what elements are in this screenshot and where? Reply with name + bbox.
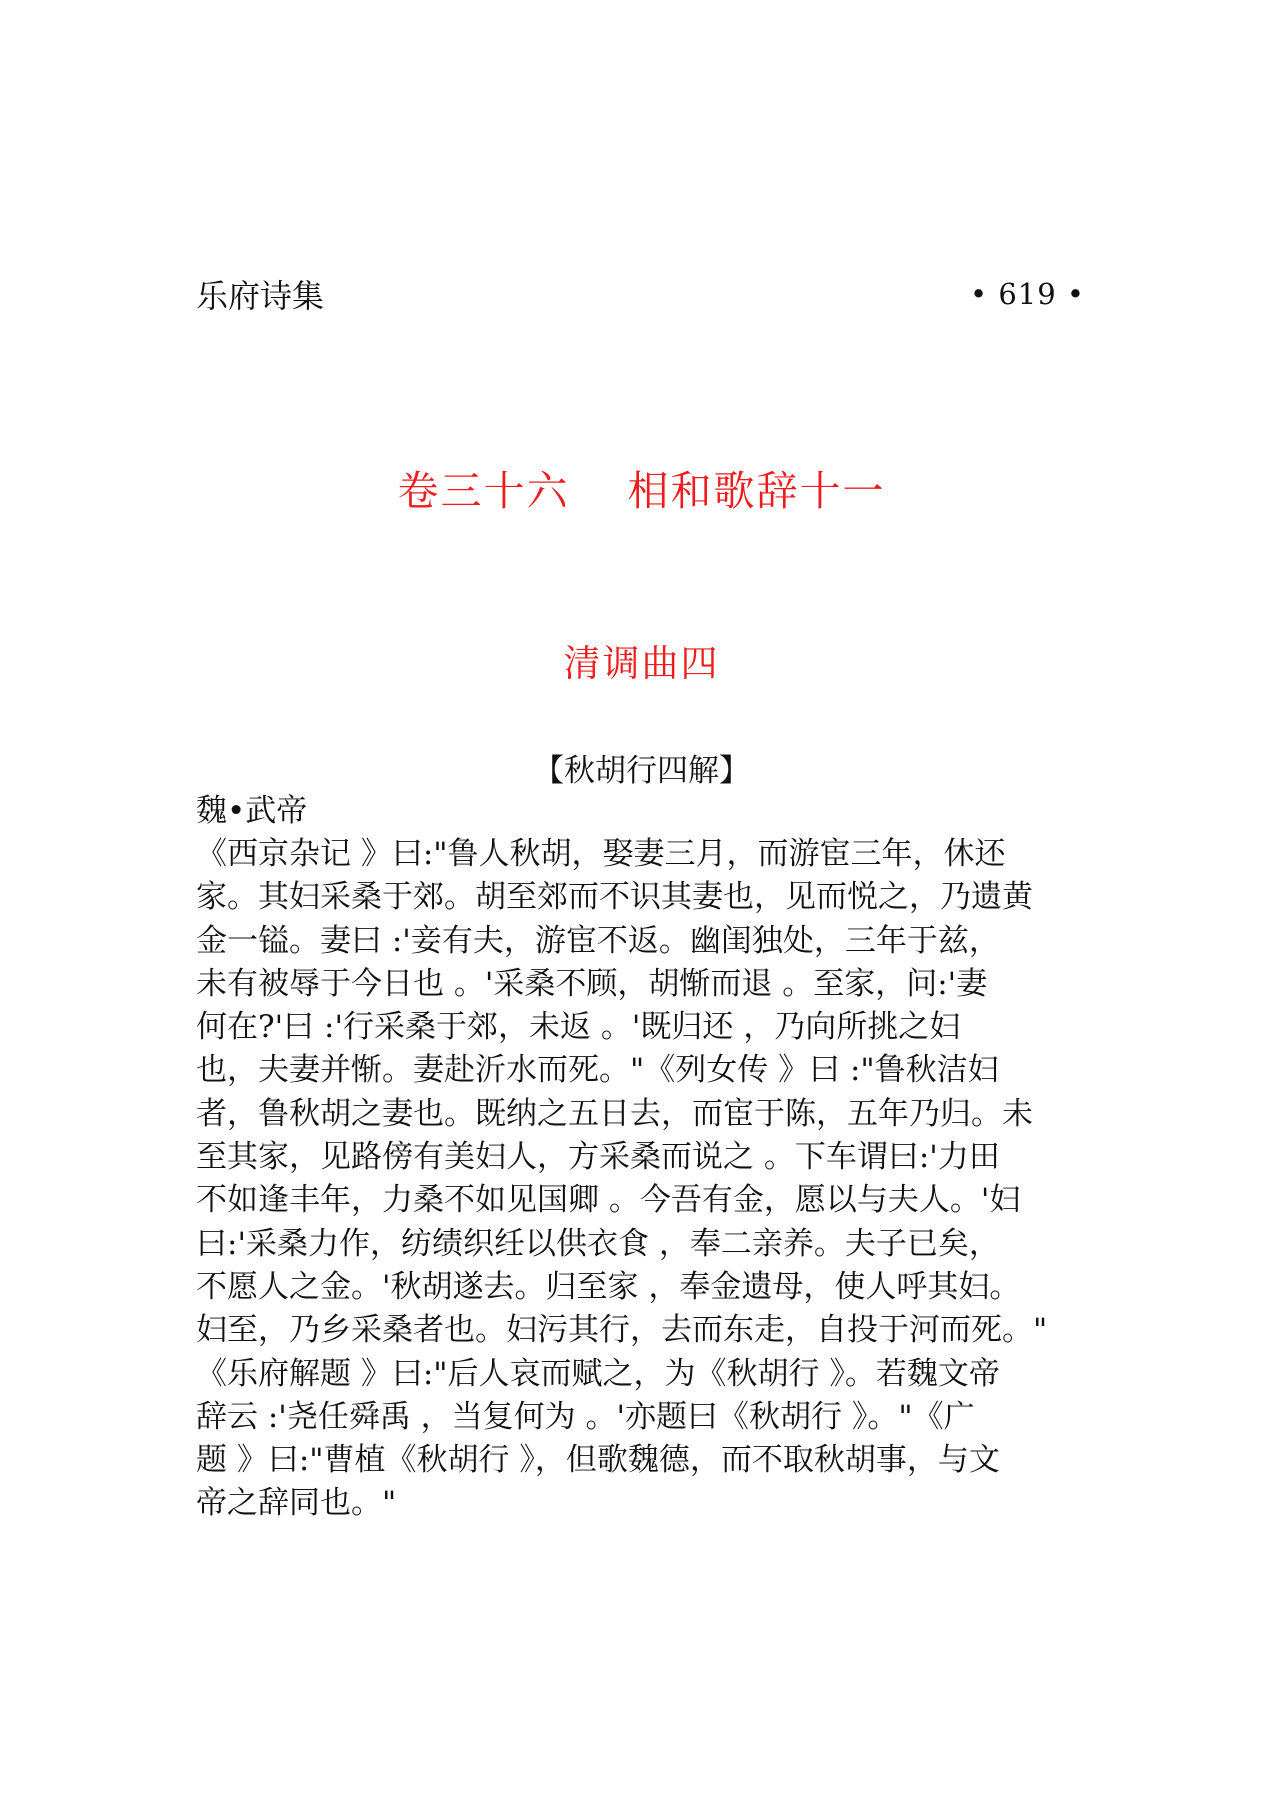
- body-line: 也，夫妻并惭。妻赴沂水而死。"《列女传 》曰 :"鲁秋洁妇: [196, 1052, 999, 1089]
- body-line: 帝之辞同也。": [196, 1485, 397, 1522]
- body-content: [196, 790, 1096, 1526]
- body-line: 家。其妇采桑于郊。胡至郊而不识其妻也，见而悦之，乃遗黄: [196, 879, 1033, 916]
- poem-title: 【秋胡行四解】: [533, 753, 750, 789]
- page-number: • 619 •: [970, 277, 1085, 311]
- body-line: 曰:'采桑力作，纺绩织纴以供衣食 ，奉二亲养。夫子已矣，: [196, 1225, 1000, 1262]
- body-line: 《西京杂记 》曰:"鲁人秋胡，娶妻三月，而游宦三年，休还: [196, 836, 1006, 872]
- body-line: 至其家，见路傍有美妇人，方采桑而说之 。下车谓曰:'力田: [196, 1139, 1000, 1176]
- body-line: 妇至，乃乡采桑者也。妇污其行，去而东走，自投于河而死。": [196, 1312, 1048, 1349]
- body-line: 《乐府解题 》曰:"后人哀而赋之，为《秋胡行 》。若魏文帝: [196, 1355, 1000, 1392]
- chapter-title: 卷三十六 相和歌辞十一: [397, 467, 886, 515]
- section-title: 清调曲四: [563, 642, 720, 685]
- author-line: 魏•武帝: [196, 793, 308, 829]
- body-line: 不如逢丰年，力桑不如见国卿 。今吾有金，愿以与夫人。'妇: [196, 1182, 1021, 1219]
- body-line: 何在?'曰 :'行采桑于郊，未返 。'既归还 ，乃向所挑之妇: [196, 1009, 961, 1046]
- body-line: 未有被辱于今日也 。'采桑不顾，胡惭而退 。至家，问:'妻: [196, 965, 988, 1002]
- body-line: 辞云 :'尧任舜禹 ，当复何为 。'亦题曰《秋胡行 》。"《广: [196, 1398, 975, 1435]
- book-title: 乐府诗集: [196, 277, 325, 315]
- body-line: 金一镒。妻曰 :'妾有夫，游宦不返。幽闺独处，三年于兹，: [196, 922, 1000, 959]
- body-line: 者，鲁秋胡之妻也。既纳之五日去，而宦于陈，五年乃归。未: [196, 1095, 1033, 1132]
- body-line: 题 》曰:"曹植《秋胡行 》，但歌魏德，而不取秋胡事，与文: [196, 1442, 1000, 1479]
- body-line: 不愿人之金。'秋胡遂去。归至家 ，奉金遗母，使人呼其妇。: [196, 1268, 1021, 1305]
- running-header: [196, 272, 1085, 316]
